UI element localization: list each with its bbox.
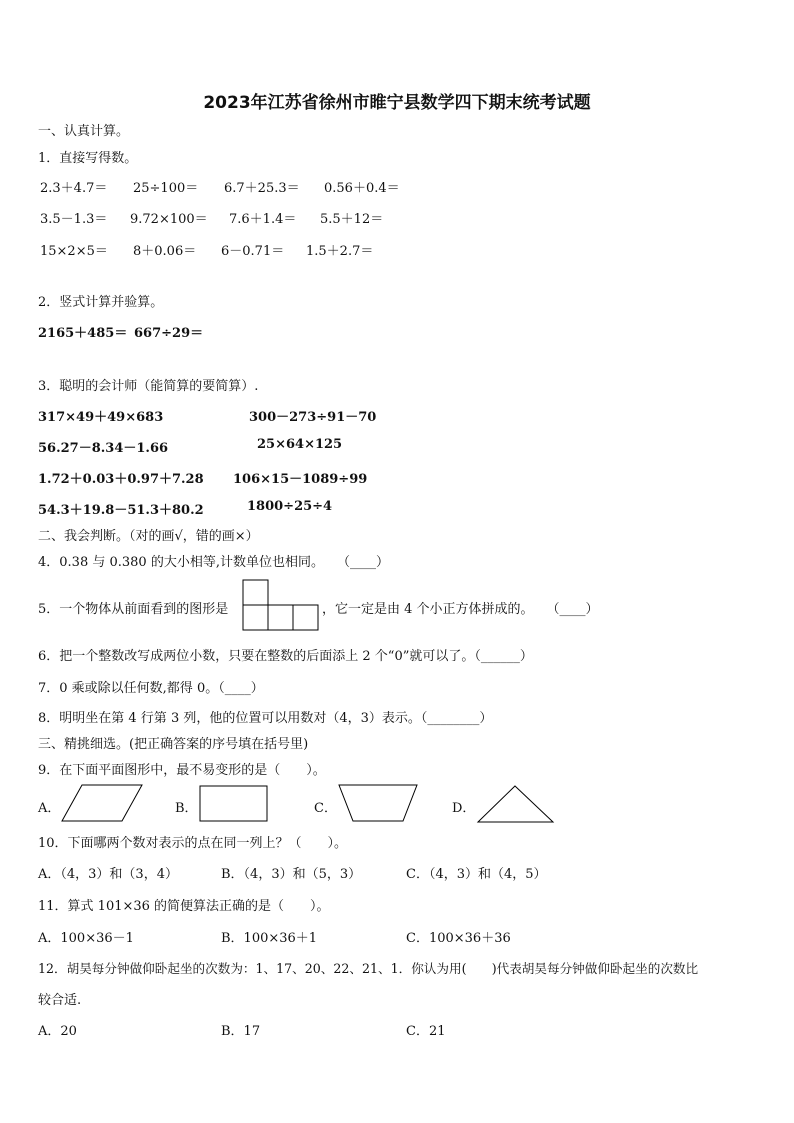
q5-text-after: ，它一定是由 4 个小正方体拼成的。 （____） — [322, 602, 599, 617]
q1-item: 5.5＋12＝ — [320, 212, 384, 227]
q12-option-a: A．20 — [38, 1024, 77, 1039]
q1-item: 3.5－1.3＝ — [40, 212, 108, 227]
q9-option-c: C． — [314, 801, 337, 816]
q11-option-c: C．100×36＋36 — [406, 931, 511, 946]
q10-option-c: C．（4，3）和（4，5） — [406, 867, 547, 882]
q12-option-c: C．21 — [406, 1024, 446, 1039]
q3-item: 300－273÷91－70 — [249, 410, 377, 425]
rectangle-shape — [198, 784, 270, 824]
q3-label: 3．聪明的会计师（能简算的要简算）. — [38, 379, 259, 394]
q2-label: 2．竖式计算并验算。 — [38, 295, 164, 310]
q10-option-a: A．（4，3）和（3，4） — [38, 867, 178, 882]
q11-option-b: B．100×36＋1 — [221, 931, 318, 946]
q1-item: 8＋0.06＝ — [133, 244, 197, 259]
q5-text-before: 5．一个物体从前面看到的图形是 — [38, 602, 229, 617]
q9-label: 9．在下面平面图形中，最不易变形的是（ ）。 — [38, 763, 326, 778]
q9-option-b: B． — [175, 801, 198, 816]
section-1-heading: 一、认真计算。 — [38, 124, 130, 139]
triangle-shape — [476, 784, 556, 824]
q1-item: 15×2×5＝ — [40, 244, 108, 259]
q12-text-line1: 12．胡昊每分钟做仰卧起坐的次数为：1、17、20、22、21、1．你认为用( )代表胡昊每分钟做仰卧起坐的次数比 — [38, 961, 699, 976]
q1-item: 2.3＋4.7＝ — [40, 181, 108, 196]
q11-label: 11．算式 101×36 的简便算法正确的是（ ）。 — [38, 899, 330, 914]
q7-text: 7．0 乘或除以任何数,都得 0。（____） — [38, 681, 264, 696]
q12-option-b: B．17 — [221, 1024, 261, 1039]
q1-item: 6.7＋25.3＝ — [224, 181, 300, 196]
q3-item: 54.3＋19.8－51.3＋80.2 — [38, 503, 204, 518]
q1-item: 9.72×100＝ — [130, 212, 208, 227]
q10-option-b: B．（4，3）和（5，3） — [221, 867, 362, 882]
q2-item: 667÷29＝ — [134, 326, 204, 341]
q6-text: 6．把一个整数改写成两位小数，只要在整数的后面添上 2 个“0”就可以了。（______） — [38, 649, 533, 664]
q1-item: 1.5＋2.7＝ — [306, 244, 374, 259]
q3-item: 106×15－1089÷99 — [233, 472, 368, 487]
trapezoid-shape — [337, 783, 421, 823]
q1-item: 0.56＋0.4＝ — [324, 181, 400, 196]
q2-item: 2165＋485＝ — [38, 326, 128, 341]
q10-label: 10．下面哪两个数对表示的点在同一列上？（ ）。 — [38, 836, 348, 851]
q8-text: 8．明明坐在第 4 行第 3 列，他的位置可以用数对（4，3）表示。（________） — [38, 711, 493, 726]
page-title: 2023年江苏省徐州市睢宁县数学四下期末统考试题 — [203, 93, 591, 113]
parallelogram-shape — [60, 783, 144, 823]
q3-item: 1800÷25÷4 — [247, 499, 333, 514]
q12-text-line2: 较合适. — [38, 993, 82, 1008]
q11-option-a: A．100×36－1 — [38, 931, 134, 946]
q3-item: 56.27－8.34－1.66 — [38, 441, 169, 456]
q9-option-a: A． — [38, 801, 61, 816]
q1-label: 1．直接写得数。 — [38, 151, 138, 166]
q1-item: 25÷100＝ — [133, 181, 199, 196]
section-3-heading: 三、精挑细选。(把正确答案的序号填在括号里) — [38, 737, 309, 752]
q3-item: 25×64×125 — [257, 437, 343, 452]
q4-text: 4．0.38 与 0.380 的大小相等,计数单位也相同。 （____） — [38, 555, 389, 570]
front-view-figure — [240, 579, 322, 633]
q1-item: 6－0.71＝ — [221, 244, 285, 259]
section-2-heading: 二、我会判断。（对的画√，错的画×） — [38, 529, 259, 544]
q3-item: 317×49＋49×683 — [38, 410, 164, 425]
q3-item: 1.72＋0.03＋0.97＋7.28 — [38, 472, 204, 487]
q1-item: 7.6＋1.4＝ — [229, 212, 297, 227]
q9-option-d: D． — [452, 801, 476, 816]
